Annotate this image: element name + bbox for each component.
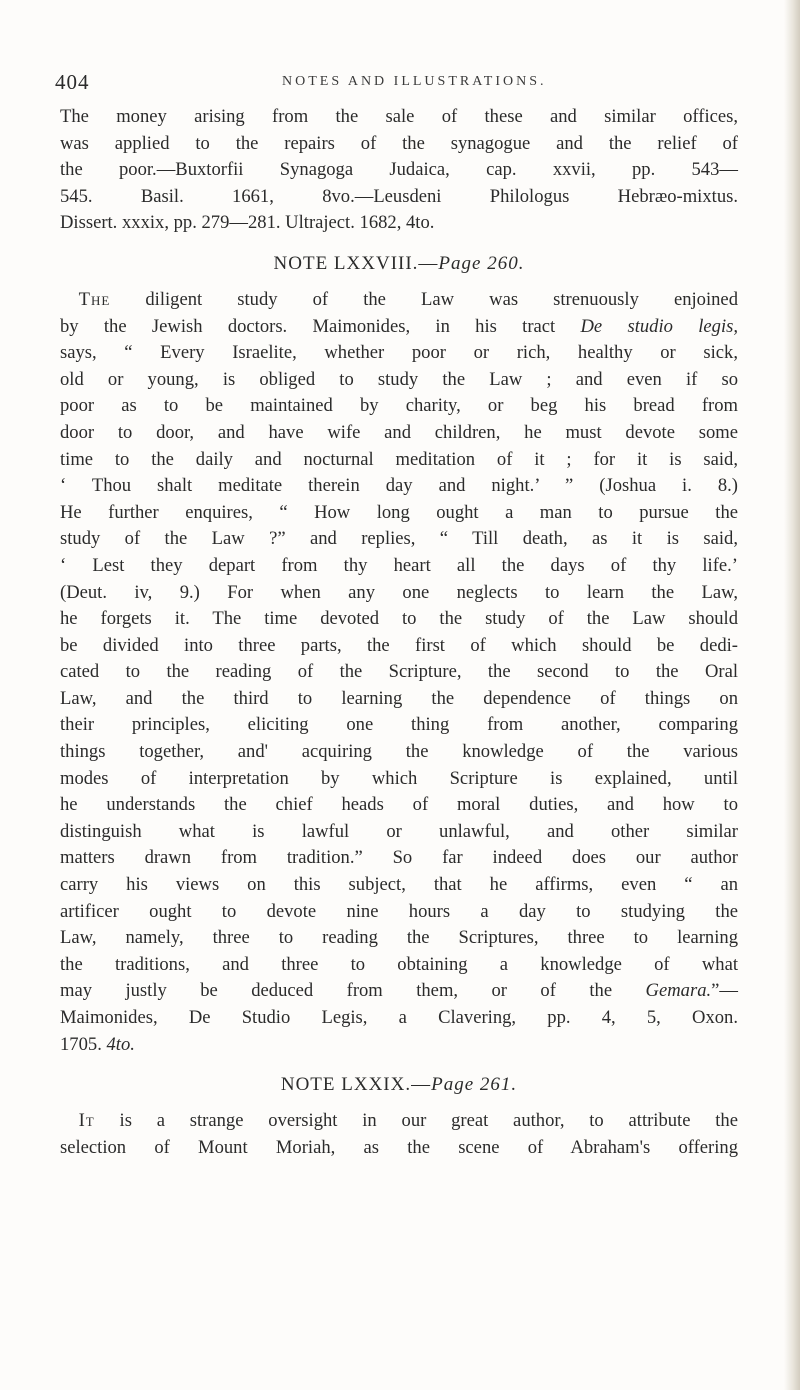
text-line: Maimonides, De Studio Legis, a Clavering, pp. 4, 5, Oxon. (60, 1007, 738, 1028)
text-line (60, 314, 738, 341)
text-line: door to door, and have wife and children, he must devote some (60, 421, 738, 443)
drop-word: The (78, 288, 111, 310)
text-line: modes of interpretation by which Scripture is explained, until (60, 767, 738, 789)
tract-title: De studio legis, (580, 315, 739, 337)
text-line: artificer ought to devote nine hours a day to studying the (60, 900, 738, 922)
text-line: time to the daily and nocturnal meditation of it ; for it is said, (60, 448, 738, 470)
line-text: by the Jewish doctors. Maimonides, in his tract (60, 315, 581, 337)
paragraph-note-78 (60, 287, 738, 1058)
work-title: Gemara. (645, 980, 712, 1002)
text-line: carry his views on this subject, that he affirms, even “ an (60, 874, 738, 896)
text-line: Law, namely, three to reading the Scriptures, three to learning (60, 927, 738, 949)
running-title: NOTES AND ILLUSTRATIONS. (282, 74, 547, 89)
text-line: poor as to be maintained by charity, or beg his bread from (60, 395, 738, 417)
text-line: matters drawn from tradition.” So far indeed does our author (60, 847, 738, 869)
text-block (55, 70, 739, 1161)
text-line: ‘ Thou shalt meditate therein day and night.’ ” (Joshua i. 8.) (60, 475, 738, 497)
note-heading-79 (60, 1072, 738, 1098)
text-line (60, 978, 738, 1005)
line-text: ”— (711, 980, 738, 1002)
text-line: study of the Law ?” and replies, “ Till death, as it is said, (60, 528, 738, 550)
text-line (60, 1032, 738, 1059)
text-line: He further enquires, “ How long ought a man to pursue the (60, 501, 738, 523)
line-text: 1705. (60, 1033, 107, 1055)
text-line: (Deut. iv, 9.) For when any one neglects to learn the Law, (60, 581, 738, 603)
text-line: cated to the reading of the Scripture, the second to the Oral (60, 661, 738, 683)
note-heading-78 (60, 251, 738, 277)
paragraph-note-79 (60, 1108, 738, 1161)
paragraph-continuation (60, 104, 738, 237)
note-label: NOTE LXXIX.— (280, 1074, 432, 1096)
text-line: The money arising from the sale of these and similar offices, (60, 106, 738, 127)
text-line: old or young, is obliged to study the Law ; and even if so (60, 368, 738, 390)
text-line: Law, and the third to learning the dependence of things on (60, 687, 738, 709)
note-page-ref: Page 260. (438, 252, 525, 274)
text-line: the traditions, and three to obtaining a knowledge of what (60, 953, 738, 975)
text-line: was applied to the repairs of the synagogue and the relief of (60, 132, 738, 154)
note-label: NOTE LXXVIII.— (273, 252, 439, 274)
line-text: diligent study of the Law was strenuously enjoined (110, 288, 738, 310)
text-line: he forgets it. The time devoted to the study of the Law should (60, 608, 738, 630)
text-line: the poor.—Buxtorfii Synagoga Judaica, cap. xxvii, pp. 543— (60, 159, 738, 181)
text-line: 545. Basil. 1661, 8vo.—Leusdeni Philologus Hebræo-mixtus. (60, 185, 738, 207)
page-edge-shadow (784, 0, 800, 1390)
text-line: Dissert. xxxix, pp. 279—281. Ultraject. 1682, 4to. (60, 212, 435, 234)
line-text: may justly be deduced from them, or of the (60, 980, 646, 1002)
text-line: ‘ Lest they depart from thy heart all the days of thy life.’ (60, 554, 738, 576)
line-text: is a strange oversight in our great author, to attribute the (94, 1110, 738, 1132)
text-line (60, 287, 738, 314)
text-line (60, 1108, 738, 1135)
text-line: be divided into three parts, the first of which should be dedi- (60, 634, 738, 656)
text-line: says, “ Every Israelite, whether poor or rich, healthy or sick, (60, 342, 738, 364)
drop-word: It (78, 1110, 95, 1132)
text-line: things together, and' acquiring the knowledge of the various (60, 741, 738, 763)
text-line: their principles, eliciting one thing from another, comparing (60, 714, 738, 736)
format-label: 4to. (106, 1033, 135, 1055)
text-line: selection of Mount Moriah, as the scene of Abraham's offering (60, 1136, 738, 1158)
text-line: distinguish what is lawful or unlawful, and other similar (60, 820, 738, 842)
page-number: 404 (55, 70, 90, 94)
running-head (55, 70, 738, 100)
note-page-ref: Page 261. (431, 1074, 518, 1096)
text-line: he understands the chief heads of moral duties, and how to (60, 794, 738, 816)
